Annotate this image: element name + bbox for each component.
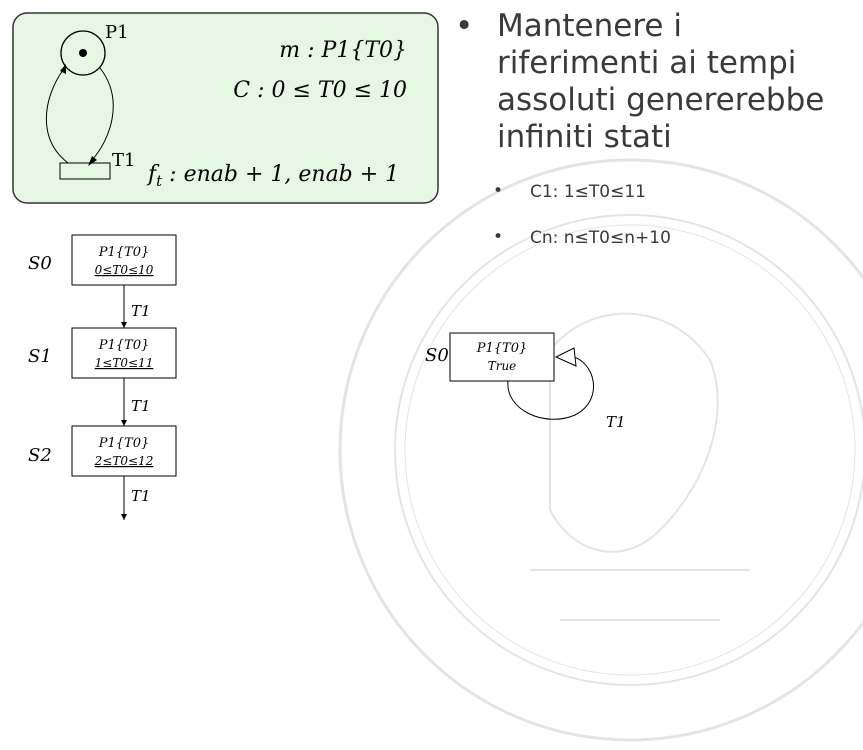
state-s2-line1: P1{T0} (98, 436, 150, 451)
state-box-s2 (72, 426, 176, 476)
compact-state-line2: True (487, 359, 517, 373)
state-s1-line2: 1≤T0≤11 (94, 356, 154, 370)
firing-function-expr: : enab + 1, enab + 1 (162, 162, 400, 187)
arrowhead (121, 322, 127, 328)
sub-bullet-list (455, 182, 855, 248)
sub-bullet-c1 (455, 182, 855, 202)
bullet-list (455, 8, 855, 274)
self-loop-label: T1 (606, 413, 626, 431)
self-loop-arrowhead (556, 348, 576, 366)
state-box-s1 (72, 328, 176, 378)
state-label-s2: S2 (28, 445, 52, 466)
arrowhead (121, 420, 127, 426)
state-label-s0: S0 (28, 253, 52, 274)
state-s2-line2: 2≤T0≤12 (94, 454, 154, 468)
token (79, 49, 87, 57)
edge-label-t1-1: T1 (131, 397, 151, 415)
edge-label-t1-0: T1 (131, 302, 151, 320)
compact-state-line1: P1{T0} (476, 341, 528, 356)
main-bullet-line: assoluti genererebbe (497, 82, 825, 118)
compact-state-graph (425, 333, 626, 431)
bullet-dot: • (493, 181, 504, 201)
main-bullet-line: riferimenti ai tempi (497, 45, 797, 81)
state-chain (28, 235, 176, 520)
constraint-formula: C : 0 ≤ T0 ≤ 10 (233, 78, 407, 103)
firing-function-f: f (148, 162, 157, 187)
bullet-dot: • (455, 8, 474, 44)
firing-function-sub: t (156, 172, 163, 190)
main-bullet-line: Mantenere i (497, 8, 682, 44)
sub-bullet-cn (455, 228, 855, 248)
transition-label: T1 (112, 150, 136, 171)
bullet-dot: • (493, 227, 504, 247)
state-s0-line1: P1{T0} (98, 245, 150, 260)
arrowhead (121, 514, 127, 520)
sub-bullet-text: C1: 1≤T0≤11 (530, 182, 646, 202)
main-bullet (455, 8, 855, 156)
marking-formula: m : P1{T0} (279, 38, 407, 63)
state-s1-line1: P1{T0} (98, 338, 150, 353)
firing-function-formula (146, 162, 399, 190)
state-label-s1: S1 (28, 346, 52, 367)
main-bullet-line: infiniti stati (497, 119, 672, 155)
sub-bullet-text: Cn: n≤T0≤n+10 (530, 228, 671, 248)
place-label: P1 (105, 22, 129, 43)
compact-state-label: S0 (425, 345, 449, 366)
state-box-s0 (72, 235, 176, 285)
edge-label-t1-2: T1 (131, 487, 151, 505)
state-s0-line2: 0≤T0≤10 (94, 263, 154, 277)
